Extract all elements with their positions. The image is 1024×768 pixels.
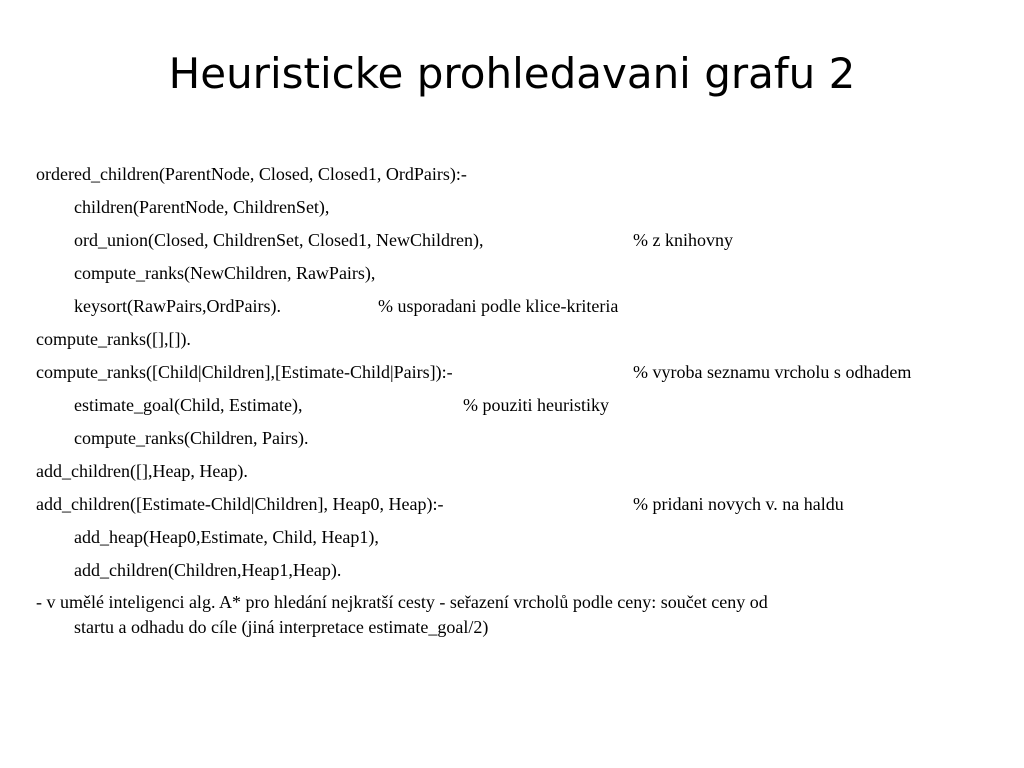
code-line — [36, 554, 996, 587]
code-line — [36, 455, 996, 488]
code-line — [36, 389, 996, 422]
code-text: add_children([Estimate-Child|Children], Heap0, Heap):- — [36, 494, 444, 514]
code-line — [36, 356, 996, 389]
code-line — [36, 257, 996, 290]
code-text: add_children([],Heap, Heap). — [36, 461, 248, 481]
code-text: compute_ranks(NewChildren, RawPairs), — [74, 263, 376, 283]
code-comment: % usporadani podle klice-kriteria — [378, 296, 619, 316]
code-text: children(ParentNode, ChildrenSet), — [74, 197, 330, 217]
note-line: - v umělé inteligenci alg. A* pro hledání nejkratší cesty - seřazení vrcholů podle ceny: součet ceny od — [36, 592, 768, 612]
code-line — [36, 488, 996, 521]
code-line — [36, 521, 996, 554]
code-text: compute_ranks([Child|Children],[Estimate-Child|Pairs]):- — [36, 362, 453, 382]
code-comment: % z knihovny — [633, 230, 733, 250]
code-text: ord_union(Closed, ChildrenSet, Closed1, NewChildren), — [74, 230, 484, 250]
code-text: keysort(RawPairs,OrdPairs). — [74, 296, 281, 316]
code-text: compute_ranks([],[]). — [36, 329, 191, 349]
code-line — [36, 158, 996, 191]
slide-title: Heuristicke prohledavani grafu 2 — [168, 49, 856, 98]
code-text: add_heap(Heap0,Estimate, Child, Heap1), — [74, 527, 379, 547]
code-comment: % pouziti heuristiky — [463, 395, 609, 415]
code-line — [36, 290, 996, 323]
code-text: estimate_goal(Child, Estimate), — [74, 395, 303, 415]
code-text: compute_ranks(Children, Pairs). — [74, 428, 309, 448]
note-paragraph — [36, 587, 996, 640]
code-text: add_children(Children,Heap1,Heap). — [74, 560, 342, 580]
code-line — [36, 224, 996, 257]
code-line — [36, 422, 996, 455]
code-line — [36, 323, 996, 356]
code-listing — [36, 158, 996, 640]
note-line: startu a odhadu do cíle (jiná interpretace estimate_goal/2) — [74, 617, 489, 637]
code-text: ordered_children(ParentNode, Closed, Closed1, OrdPairs):- — [36, 164, 467, 184]
code-line — [36, 191, 996, 224]
code-comment: % pridani novych v. na haldu — [633, 494, 844, 514]
code-comment: % vyroba seznamu vrcholu s odhadem — [633, 362, 912, 382]
